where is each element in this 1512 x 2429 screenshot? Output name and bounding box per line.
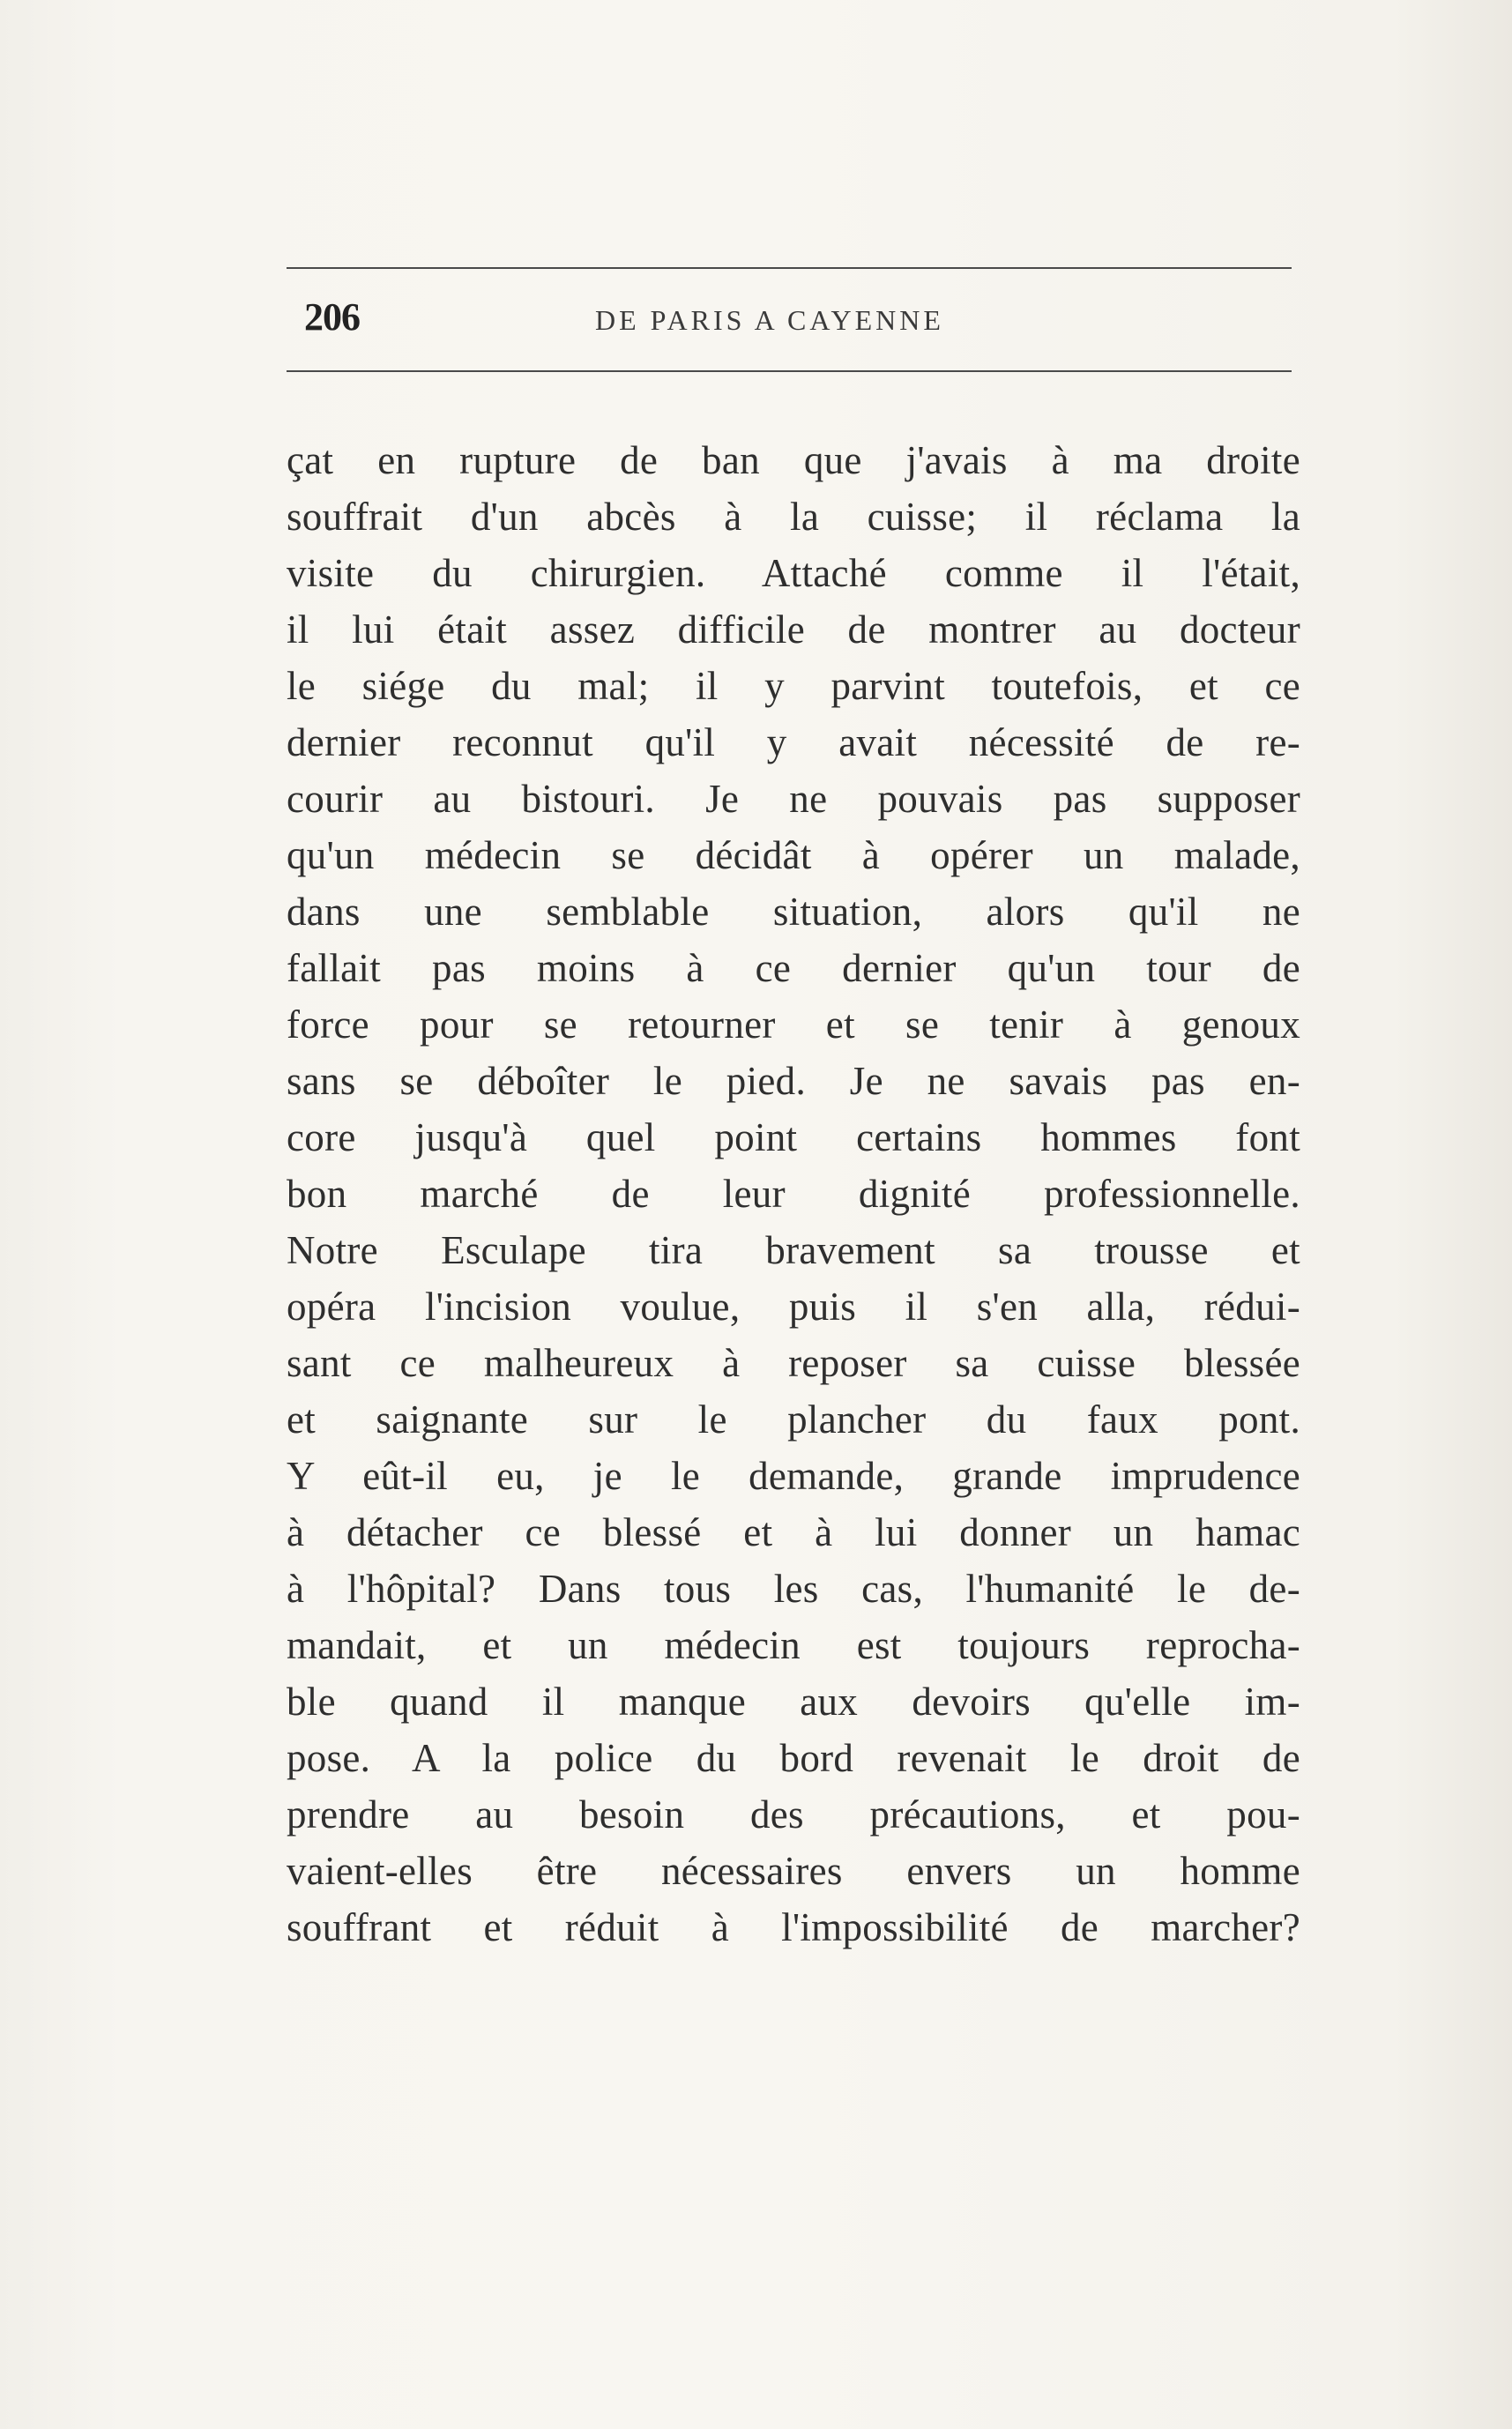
text-line: prendre au besoin des précautions, et pou- [287,1792,1300,1837]
text-line: fallait pas moins à ce dernier qu'un tour de [287,946,1300,990]
text-line: pose. A la police du bord revenait le droit de [287,1736,1300,1780]
text-line: visite du chirurgien. Attaché comme il l'était, [287,551,1300,595]
text-line: çat en rupture de ban que j'avais à ma droite [287,438,1300,482]
text-line: le siége du mal; il y parvint toutefois, et ce [287,664,1300,708]
text-line: sant ce malheureux à reposer sa cuisse blessée [287,1341,1300,1385]
text-line: et saignante sur le plancher du faux pont. [287,1397,1300,1442]
running-title: DE PARIS A CAYENNE [595,304,944,336]
page-number: 206 [304,295,360,339]
text-line: il lui était assez difficile de montrer au docteur [287,607,1300,652]
text-line: bon marché de leur dignité professionnelle. [287,1172,1300,1216]
text-line: sans se déboîter le pied. Je ne savais pas en- [287,1059,1300,1103]
text-line: dernier reconnut qu'il y avait nécessité de re- [287,720,1300,764]
text-line: courir au bistouri. Je ne pouvais pas supposer [287,777,1300,821]
text-line: mandait, et un médecin est toujours reprocha- [287,1623,1300,1667]
text-line: à détacher ce blessé et à lui donner un hamac [287,1510,1300,1554]
header-bottom-rule [287,370,1292,372]
header-top-rule [287,267,1292,269]
text-line: core jusqu'à quel point certains hommes font [287,1115,1300,1159]
text-line: force pour se retourner et se tenir à genoux [287,1002,1300,1047]
text-line: souffrait d'un abcès à la cuisse; il réclama la [287,495,1300,539]
text-line: Notre Esculape tira bravement sa trousse et [287,1228,1300,1272]
text-line: opéra l'incision voulue, puis il s'en alla, rédui- [287,1285,1300,1329]
text-line: vaient-elles être nécessaires envers un homme [287,1849,1300,1893]
text-line: Y eût-il eu, je le demande, grande imprudence [287,1454,1300,1498]
text-line: qu'un médecin se décidât à opérer un malade, [287,833,1300,877]
text-line: ble quand il manque aux devoirs qu'elle im- [287,1680,1300,1724]
running-head [287,291,1292,353]
text-line: dans une semblable situation, alors qu'il ne [287,890,1300,934]
text-line: à l'hôpital? Dans tous les cas, l'humanité le de- [287,1567,1300,1611]
text-line: souffrant et réduit à l'impossibilité de marcher? [287,1905,1300,1949]
body-text [287,432,1300,1956]
